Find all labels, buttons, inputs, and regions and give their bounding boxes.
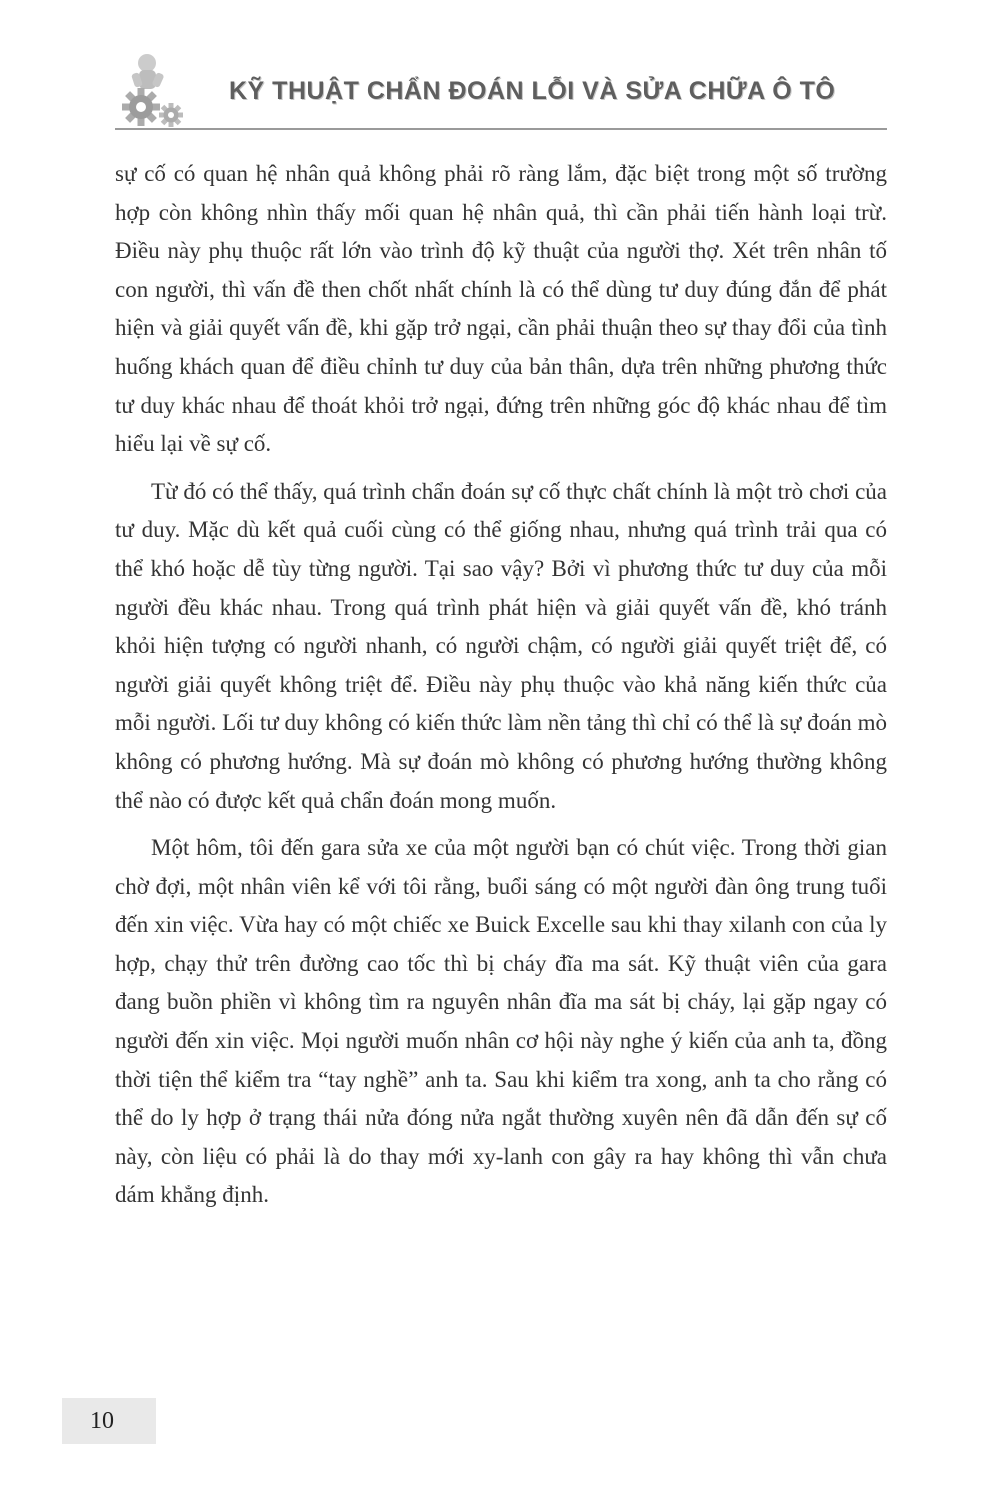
paragraph-1: sự cố có quan hệ nhân quả không phải rõ ràng lắm, đặc biệt trong một số trường hợp còn không nhìn thấy mối quan hệ nhân quả, thì cần phải tiến hành loại trừ. Điều này phụ thuộc rất lớn vào trình độ kỹ thuật của người thợ. Xét trên nhân tố con người, thì vấn đề then chốt nhất chính là có thể dùng tư duy đúng đắn để phát hiện và giải quyết vấn đề, khi gặp trở ngại, cần phải thuận theo sự thay đổi của tình huống khách quan để điều chỉnh tư duy của bản thân, dựa trên những phương thức tư duy khác nhau để thoát khỏi trở ngại, đứng trên những góc độ khác nhau để tìm hiểu lại về sự cố. <box>115 161 887 457</box>
paragraph-2: Từ đó có thể thấy, quá trình chẩn đoán sự cố thực chất chính là một trò chơi của tư duy. Mặc dù kết quả cuối cùng có thể giống nhau, nhưng quá trình trải qua có thể khó hoặc dễ tùy từng người. Tại sao vậy? Bởi vì phương thức tư duy của mỗi người đều khác nhau. Trong quá trình phát hiện và giải quyết vấn đề, khó tránh khỏi hiện tượng có người nhanh, có người chậm, có người giải quyết triệt để, có người giải quyết không triệt để. Điều này phụ thuộc vào khả năng kiến thức của mỗi người. Lối tư duy không có kiến thức làm nền tảng thì chỉ có thể là sự đoán mò không có phương hướng. Mà sự đoán mò không có phương hướng thường không thể nào có được kết quả chẩn đoán mong muốn. <box>115 478 887 813</box>
page-title: KỸ THUẬT CHẨN ĐOÁN LỖI VÀ SỬA CHỮA Ô TÔ <box>229 76 836 105</box>
body-text <box>115 155 887 1215</box>
mechanic-gears-icon <box>115 49 195 129</box>
page-number: 10 <box>90 1407 114 1434</box>
paragraph-3: Một hôm, tôi đến gara sửa xe của một người bạn có chút việc. Trong thời gian chờ đợi, một nhân viên kể với tôi rằng, buổi sáng có một người đàn ông trung tuổi đến xin việc. Vừa hay có một chiếc xe Buick Excelle sau khi thay xilanh con của ly hợp, chạy thử trên đường cao tốc thì bị cháy đĩa ma sát. Kỹ thuật viên của gara đang buồn phiền vì không tìm ra nguyên nhân đĩa ma sát bị cháy, lại gặp ngay có người đến xin việc. Mọi người muốn nhân cơ hội này nghe ý kiến của anh ta, đồng thời tiện thể kiểm tra “tay nghề” anh ta. Sau khi kiểm tra xong, anh ta cho rằng có thể do ly hợp ở trạng thái nửa đóng nửa ngắt thường xuyên nên đã dẫn đến sự cố này, còn liệu có phải là do thay mới xy-lanh con gây ra hay không thì vẫn chưa dám khẳng định. <box>115 835 887 1208</box>
page-number-badge <box>62 1398 156 1444</box>
page-header <box>115 52 887 130</box>
header-divider <box>115 128 887 130</box>
